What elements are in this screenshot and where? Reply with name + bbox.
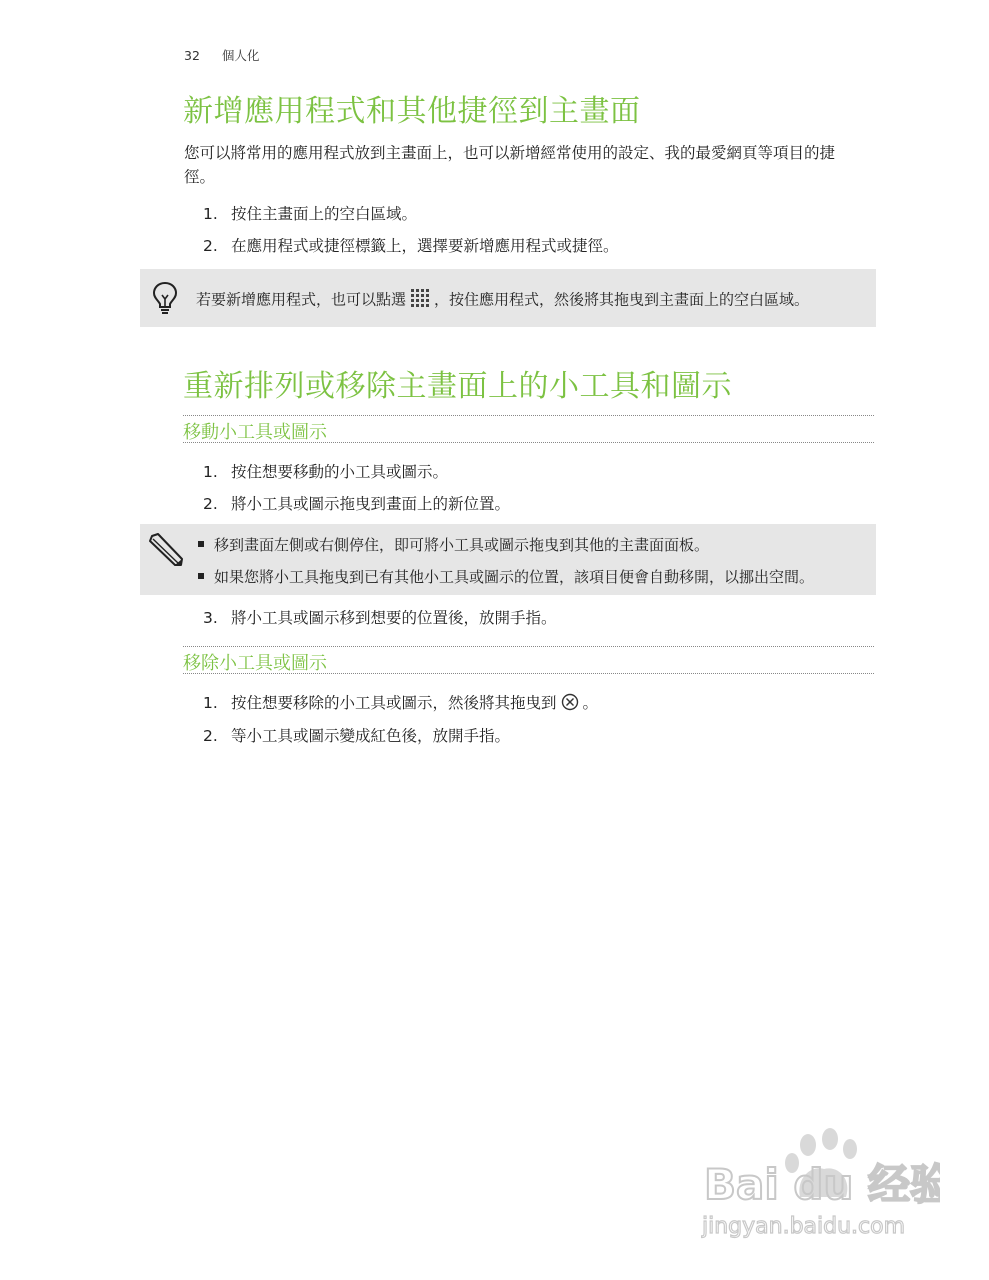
section-title-rearrange: 重新排列或移除主畫面上的小工具和圖示 [183, 369, 732, 404]
step-text: 等小工具或圖示變成紅色後，放開手指。 [231, 727, 511, 745]
tip-box [140, 269, 876, 327]
step-2 [203, 234, 619, 256]
tip-text-after: ，按住應用程式，然後將其拖曳到主畫面上的空白區域。 [434, 290, 810, 309]
note-text: 移到畫面左側或右側停住，即可將小工具或圖示拖曳到其他的主畫面面板。 [214, 536, 710, 554]
intro-paragraph [184, 141, 874, 189]
baidu-watermark [700, 1125, 940, 1249]
step-number: 2. [203, 495, 218, 513]
step-number: 1. [203, 694, 218, 712]
step-text-after: 。 [582, 694, 599, 712]
step-text: 按住想要移動的小工具或圖示。 [231, 463, 449, 481]
app-grid-icon [410, 288, 430, 312]
section-title-add-shortcuts: 新增應用程式和其他捷徑到主畫面 [183, 94, 641, 129]
step-number: 3. [203, 609, 218, 627]
remove-step-1 [203, 691, 598, 715]
tip-text-before: 若要新增應用程式，也可以點選 [196, 290, 407, 309]
note-item [198, 566, 814, 587]
note-box [140, 524, 876, 595]
intro-line-1: 您可以將常用的應用程式放到主畫面上，也可以新增經常使用的設定、我的最愛網頁等項目的捷 [184, 144, 836, 162]
step-number: 2. [203, 727, 218, 745]
step-text: 將小工具或圖示移到想要的位置後，放開手指。 [231, 609, 557, 627]
step-number: 1. [203, 463, 218, 481]
step-text: 在應用程式或捷徑標籤上，選擇要新增應用程式或捷徑。 [231, 237, 619, 255]
move-step-3 [203, 606, 557, 628]
page-header [184, 46, 259, 64]
bullet [198, 541, 204, 547]
step-text: 將小工具或圖示拖曳到畫面上的新位置。 [231, 495, 511, 513]
subsection-header-move [183, 415, 874, 443]
subsection-title-move: 移動小工具或圖示 [183, 422, 327, 443]
subsection-title-remove: 移除小工具或圖示 [183, 653, 327, 674]
step-number: 2. [203, 237, 218, 255]
step-text-before: 按住想要移除的小工具或圖示，然後將其拖曳到 [231, 694, 557, 712]
remove-circle-icon [561, 693, 579, 715]
note-text: 如果您將小工具拖曳到已有其他小工具或圖示的位置，該項目便會自動移開，以挪出空間。 [214, 568, 815, 586]
subsection-header-remove [183, 646, 874, 674]
step-text: 按住主畫面上的空白區域。 [231, 205, 418, 223]
step-number: 1. [203, 205, 218, 223]
move-step-2 [203, 492, 510, 514]
pencil-icon [148, 532, 184, 572]
page-number: 32 [184, 48, 200, 63]
watermark-logo-text: Bai du 经验 [704, 1160, 940, 1209]
lightbulb-icon [152, 281, 178, 319]
note-item [198, 534, 709, 555]
chapter-title: 個人化 [221, 48, 260, 63]
intro-line-2: 徑。 [184, 168, 216, 186]
tip-text [196, 288, 809, 312]
step-1 [203, 202, 417, 224]
move-step-1 [203, 460, 448, 482]
bullet [198, 573, 204, 579]
remove-step-2 [203, 724, 510, 746]
watermark-url: jingyan.baidu.com [702, 1214, 906, 1239]
